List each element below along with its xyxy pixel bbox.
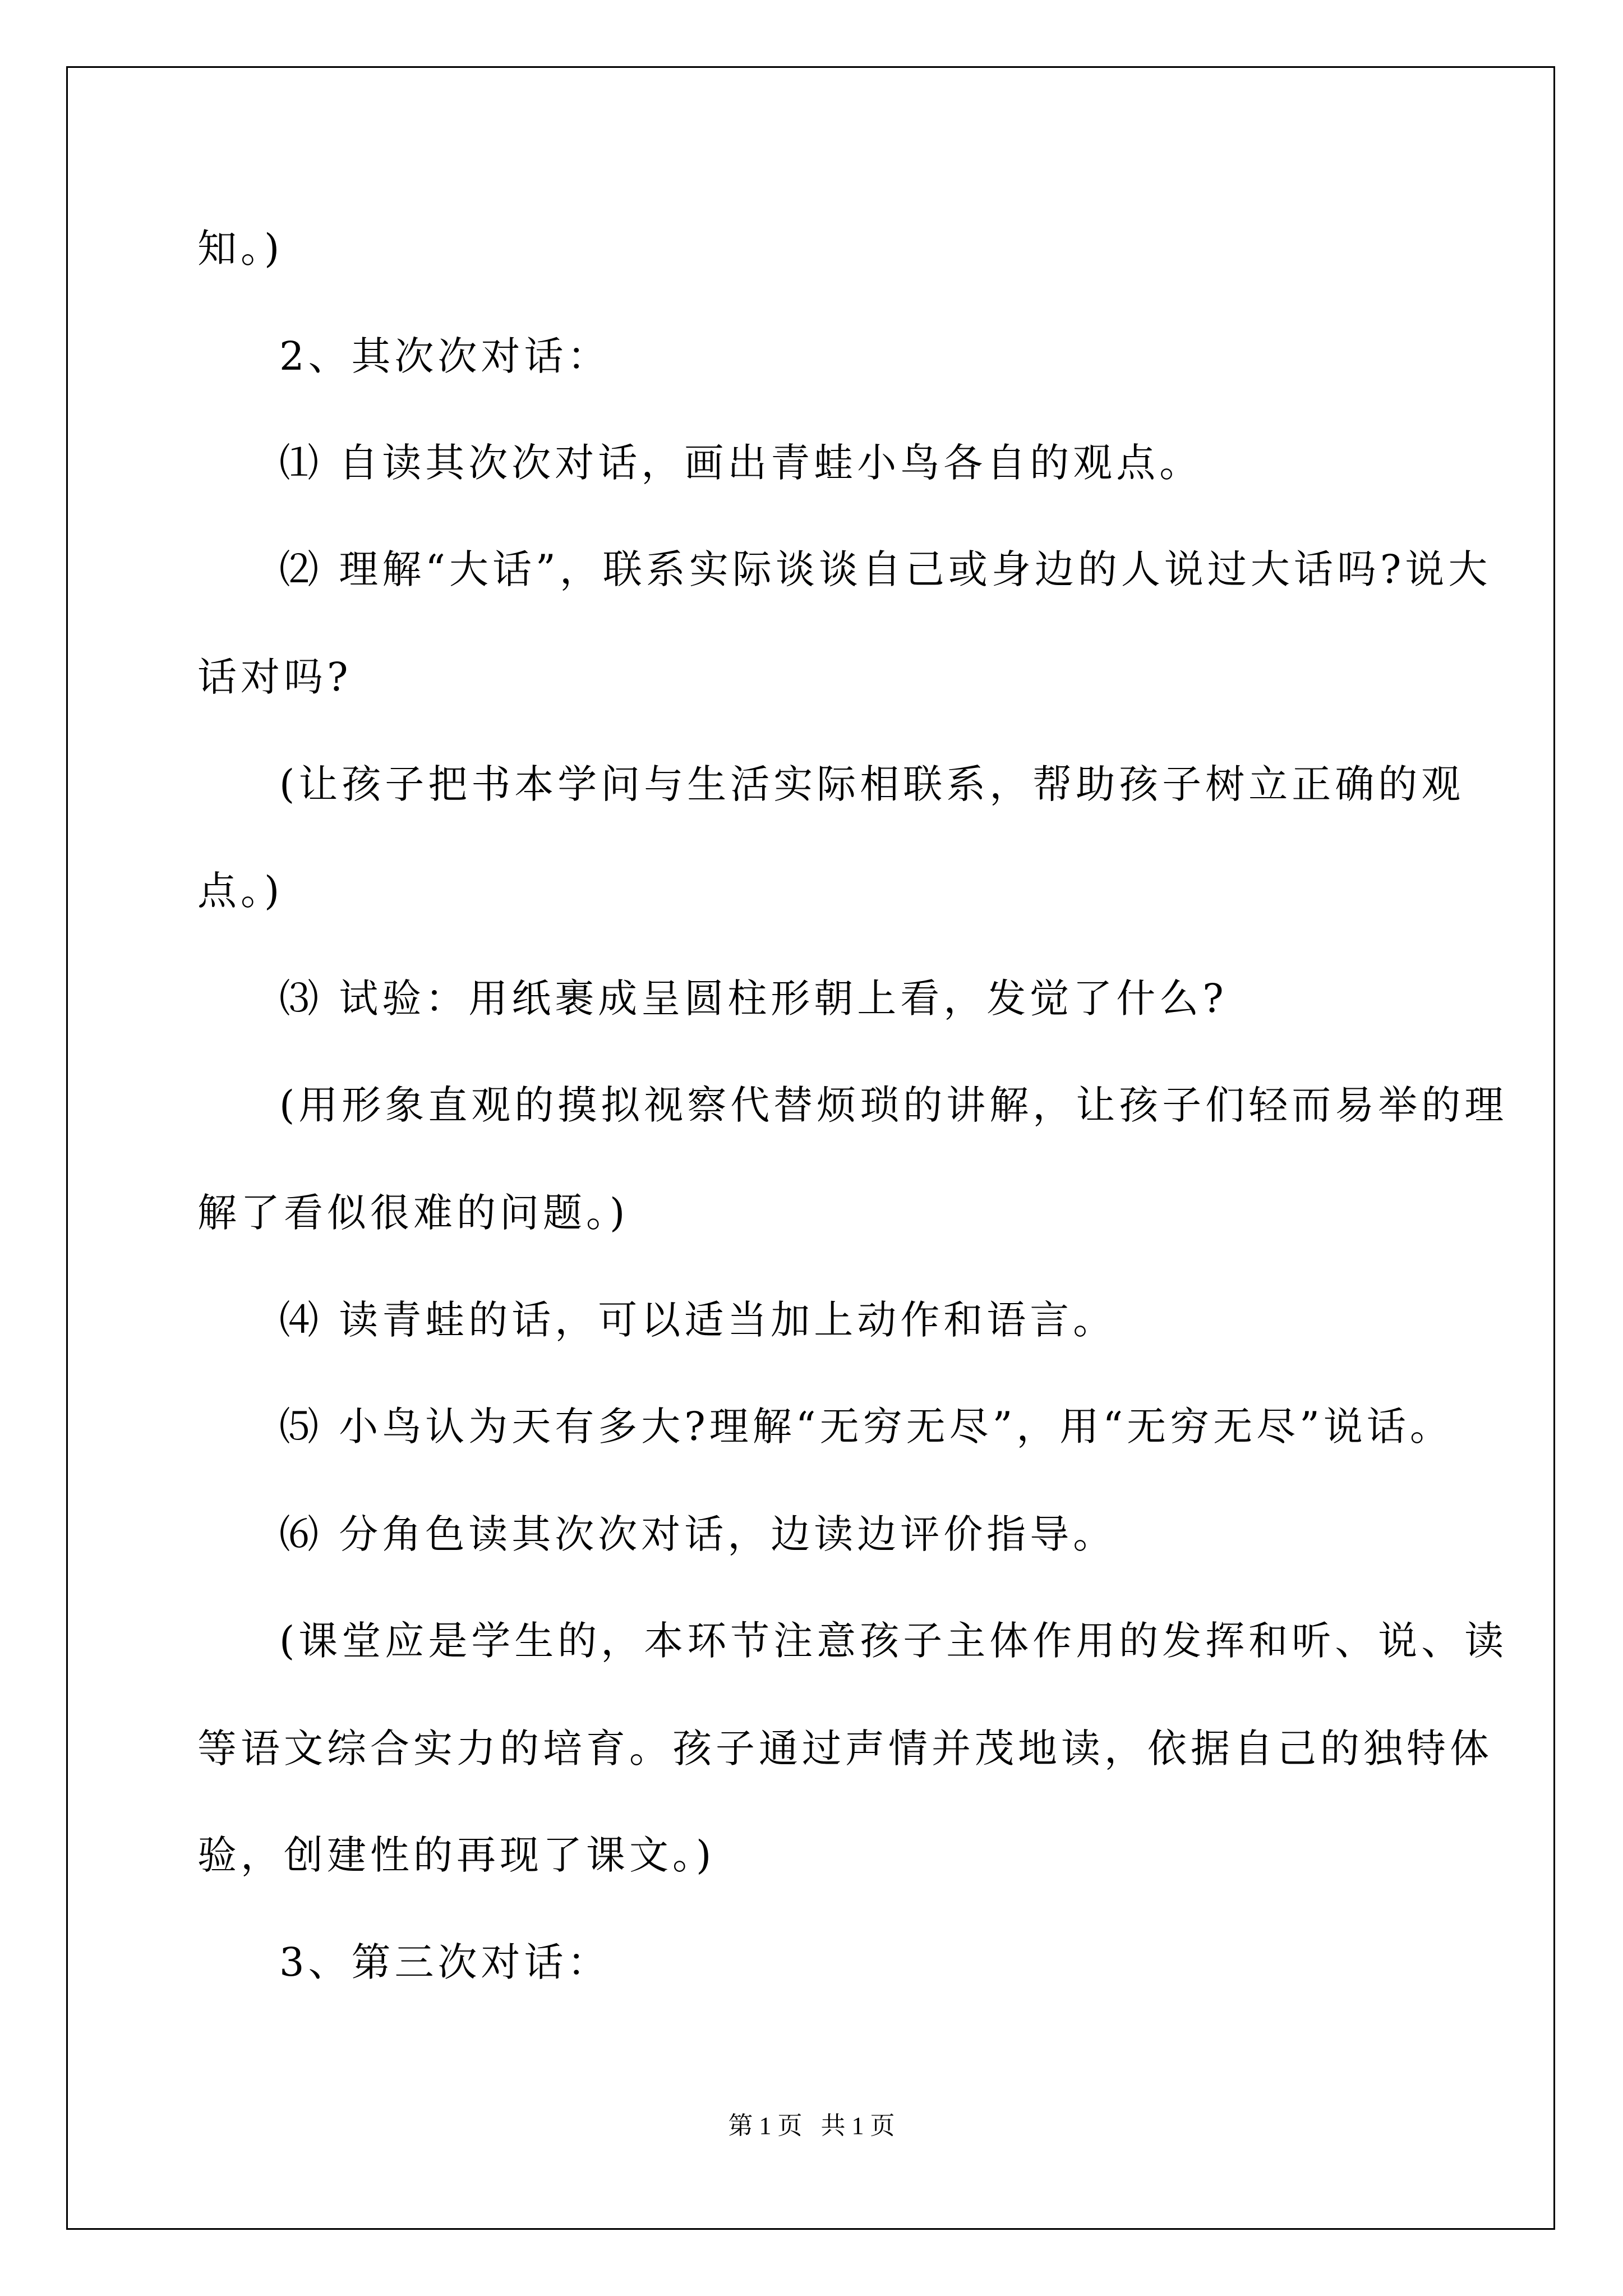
text-line: 知。): [197, 226, 284, 272]
text-line: 等语文综合实力的培育。孩子通过声情并茂地读，依据自己的独特体: [197, 1726, 1493, 1772]
text-line: 解了看似很难的问题。): [197, 1190, 629, 1236]
text-line: ⑸ 小鸟认为天有多大?理解“无穷无尽”，用“无穷无尽”说话。: [279, 1404, 1453, 1450]
section-heading: 2、其次次对话：: [279, 333, 611, 379]
text-line: (用形象直观的摸拟视察代替烦琐的讲解，让孩子们轻而易举的理: [279, 1082, 1508, 1128]
text-line: ⑵ 理解“大话”，联系实际谈谈自己或身边的人说过大话吗?说大: [279, 546, 1492, 592]
text-line: ⑶ 试验：用纸裹成呈圆柱形朝上看，发觉了什么?: [279, 976, 1228, 1022]
text-line: (让孩子把书本学问与生活实际相联系，帮助孩子树立正确的观: [279, 761, 1465, 807]
text-line: (课堂应是学生的，本环节注意孩子主体作用的发挥和听、说、读: [279, 1618, 1508, 1664]
text-line: ⑷ 读青蛙的话，可以适当加上动作和语言。: [279, 1297, 1117, 1343]
page-footer: 第 1 页 共 1 页: [728, 2112, 895, 2139]
text-line: ⑴ 自读其次次对话，画出青蛙小鸟各自的观点。: [279, 440, 1203, 486]
text-line: ⑹ 分角色读其次次对话，边读边评价指导。: [279, 1511, 1117, 1557]
section-heading: 3、第三次对话：: [279, 1939, 611, 1985]
text-line: 验，创建性的再现了课文。): [197, 1832, 716, 1878]
page-border: [66, 66, 1555, 2230]
text-line: 话对吗?: [197, 654, 352, 700]
text-line: 点。): [197, 868, 284, 914]
